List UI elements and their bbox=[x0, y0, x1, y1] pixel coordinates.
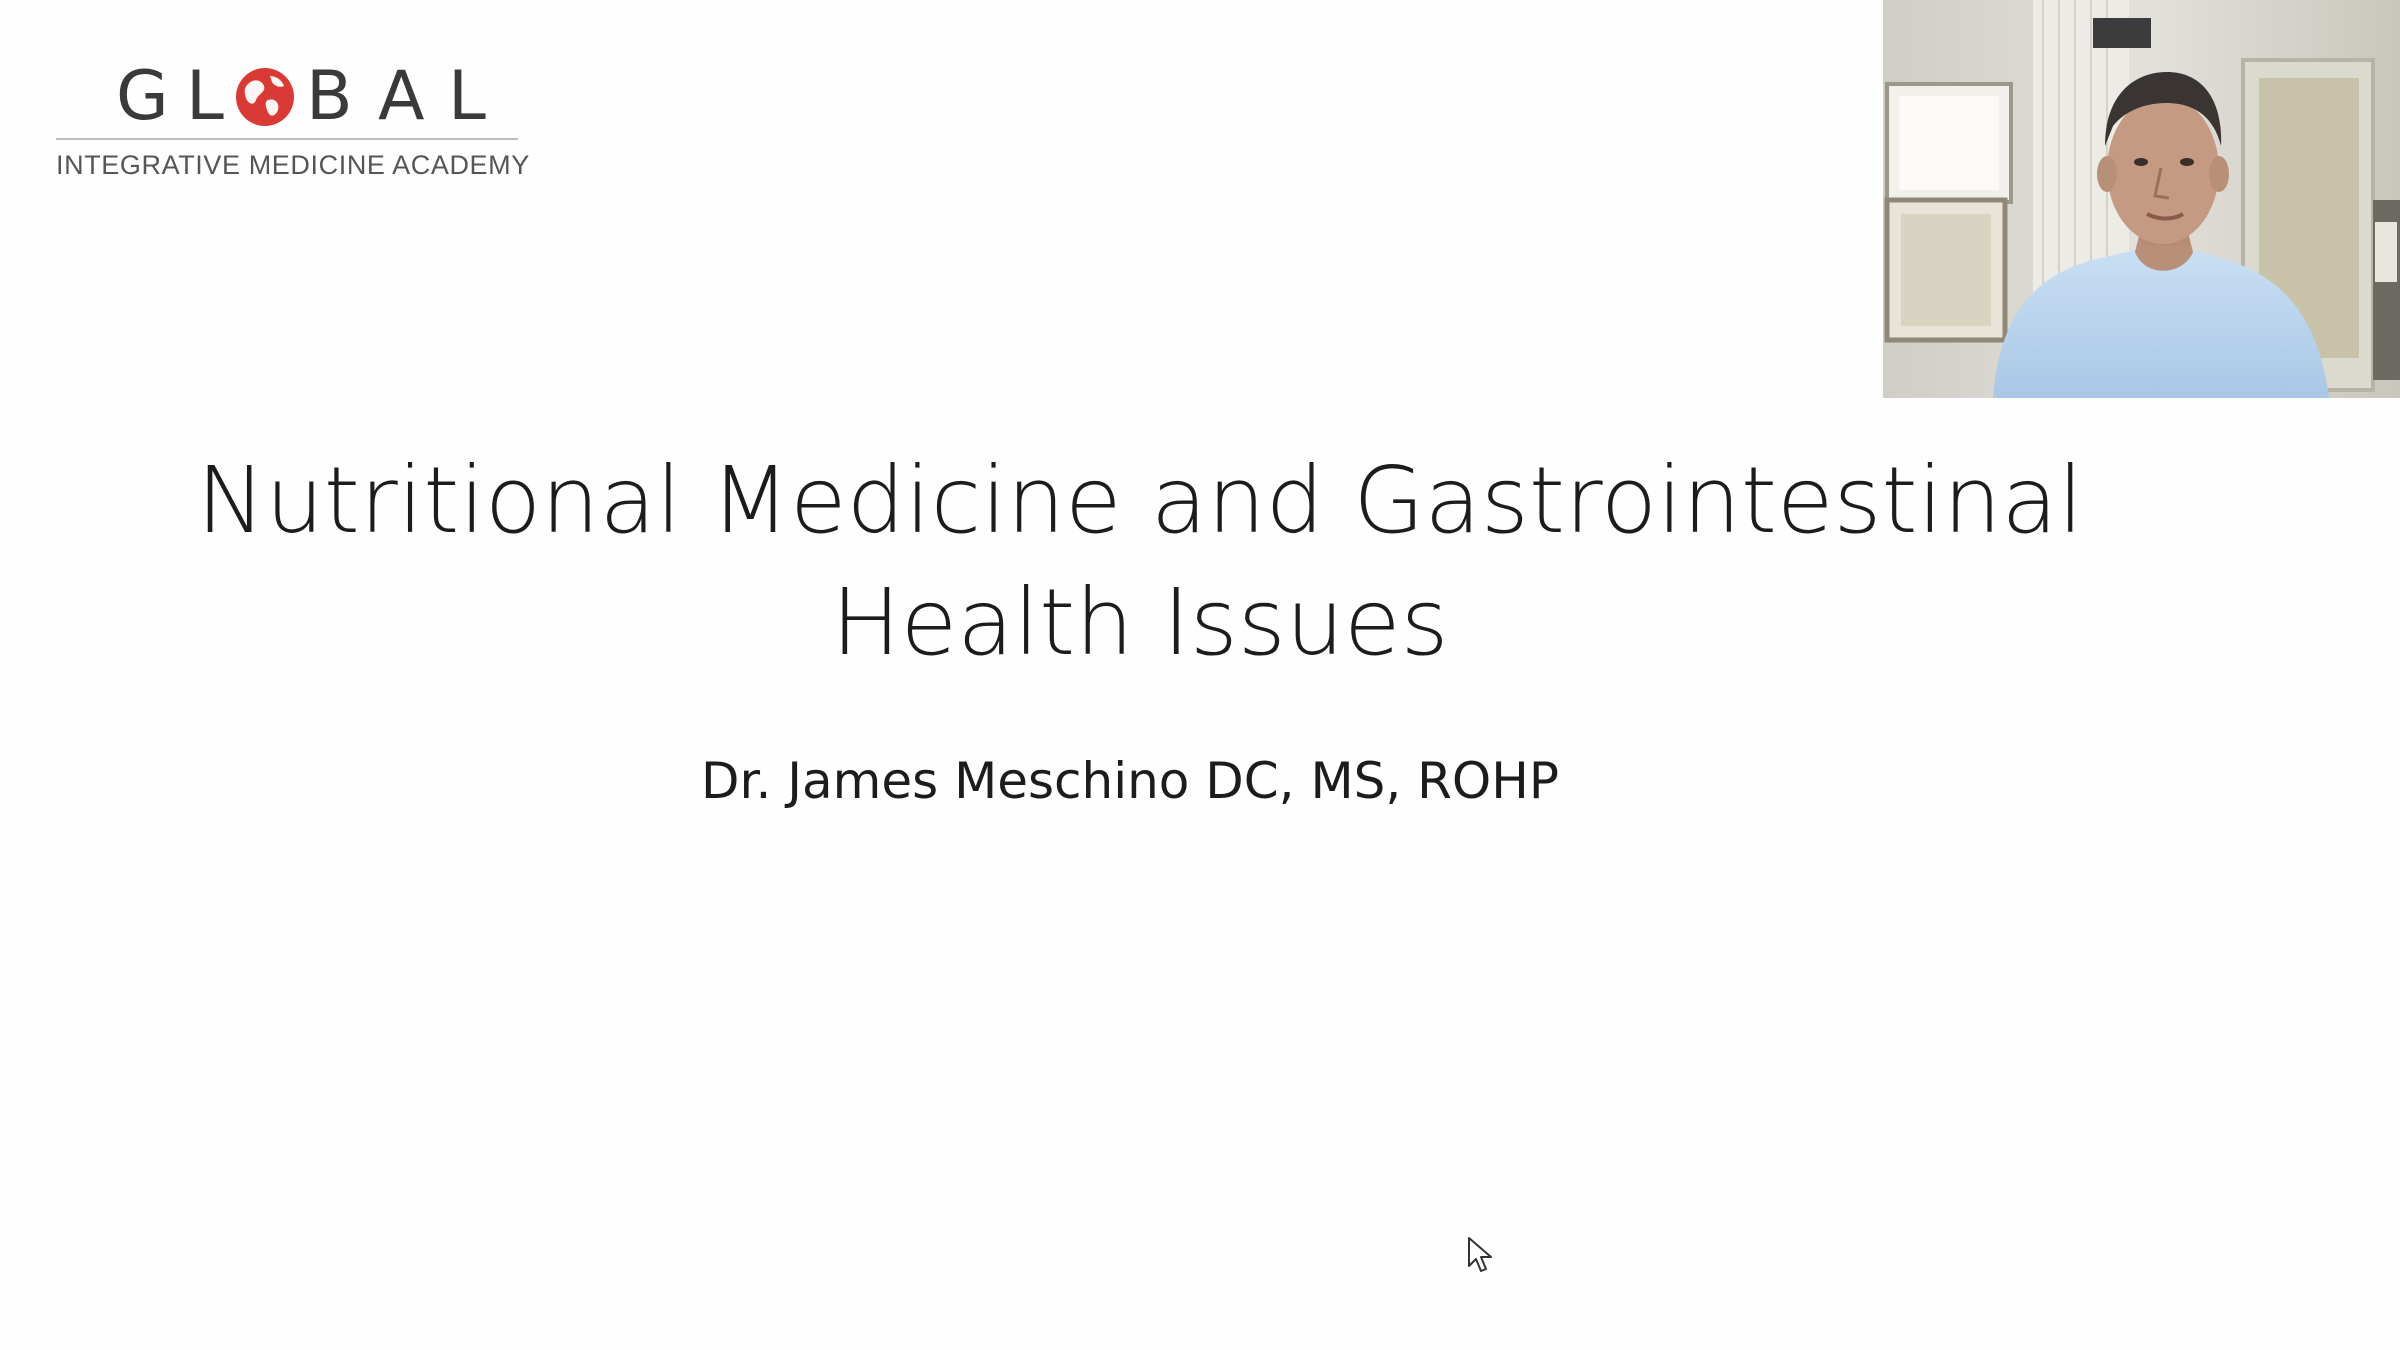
slide-title bbox=[160, 440, 2120, 684]
logo-wordmark bbox=[116, 58, 516, 136]
slide-title-line-1: Nutritional Medicine and Gastrointestinal bbox=[196, 447, 2084, 554]
logo-divider bbox=[56, 138, 518, 140]
logo-letter-l2: L bbox=[448, 57, 486, 136]
logo-subtitle: INTEGRATIVE MEDICINE ACADEMY bbox=[56, 150, 530, 180]
global-logo bbox=[56, 57, 530, 180]
slide-title-line-2: Health Issues bbox=[831, 569, 1449, 676]
logo-letter-b: B bbox=[306, 57, 353, 136]
logo-letter-g: G bbox=[116, 57, 169, 136]
slide-author: Dr. James Meschino DC, MS, ROHP bbox=[701, 752, 1559, 810]
presenter-video-feed[interactable] bbox=[1883, 0, 2400, 398]
globe-icon bbox=[234, 66, 296, 128]
mouse-pointer-icon bbox=[1467, 1236, 1493, 1274]
logo-letter-l: L bbox=[186, 57, 224, 136]
logo-letter-a: A bbox=[378, 57, 425, 136]
